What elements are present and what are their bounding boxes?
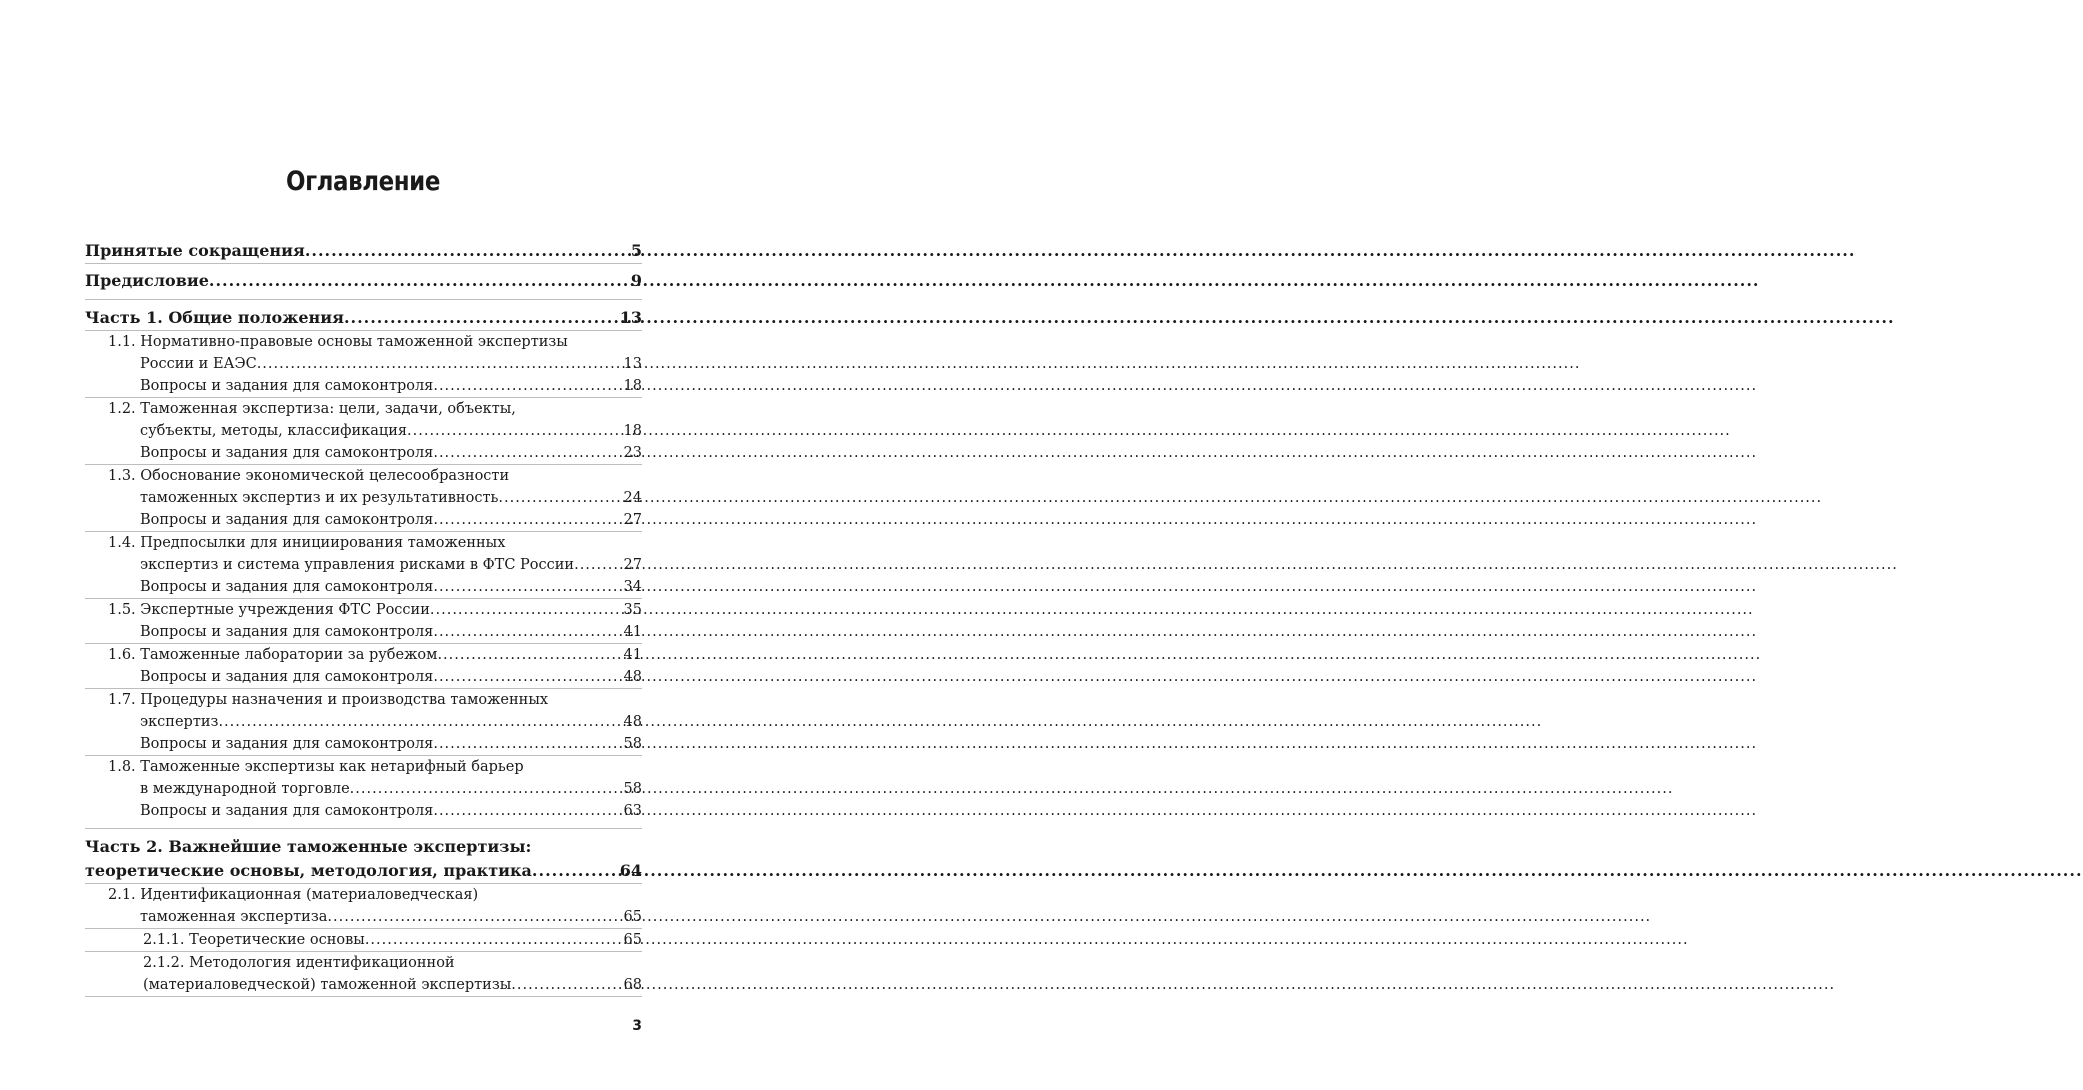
toc-leader-dots bbox=[433, 666, 623, 688]
toc-questions-1-5[interactable] bbox=[85, 621, 642, 643]
toc-entry-label: Вопросы и задания для самоконтроля bbox=[140, 579, 434, 595]
toc-section-1-8-cont[interactable] bbox=[85, 778, 642, 800]
toc-entry-label: 1.2. Таможенная экспертиза: цели, задачи, объекты, bbox=[108, 401, 516, 417]
toc-section-1-2[interactable] bbox=[85, 398, 642, 420]
toc-part-2-heading-cont[interactable] bbox=[85, 859, 642, 883]
toc-page-number: 9 bbox=[630, 271, 642, 290]
toc-entry-label: 2.1.1. Теоретические основы bbox=[143, 932, 365, 948]
toc-leader-dots bbox=[433, 375, 623, 397]
toc-section-1-7-cont[interactable] bbox=[85, 711, 642, 733]
toc-part-1-heading[interactable] bbox=[85, 306, 642, 330]
toc-questions-1-3[interactable] bbox=[85, 509, 642, 531]
toc-leader-dots bbox=[532, 859, 620, 883]
toc-leader-dots bbox=[433, 621, 623, 643]
toc-section-1-1[interactable] bbox=[85, 331, 642, 353]
toc-entry-label: Вопросы и задания для самоконтроля bbox=[140, 736, 434, 752]
toc-entry-label: Вопросы и задания для самоконтроля bbox=[140, 669, 434, 685]
toc-entry-label: Вопросы и задания для самоконтроля bbox=[140, 803, 434, 819]
toc-page-number: 68 bbox=[623, 977, 642, 993]
toc-page-number: 27 bbox=[623, 512, 642, 528]
toc-page-number: 35 bbox=[623, 602, 642, 618]
toc-entry-label: Вопросы и задания для самоконтроля bbox=[140, 378, 434, 394]
toc-entry-label: Вопросы и задания для самоконтроля bbox=[140, 512, 434, 528]
toc-entry-label: Вопросы и задания для самоконтроля bbox=[140, 624, 434, 640]
toc-divider bbox=[85, 299, 642, 300]
toc-page-number: 5 bbox=[630, 241, 642, 260]
toc-entry-label: экспертиз bbox=[140, 714, 219, 730]
toc-page-number: 58 bbox=[623, 736, 642, 752]
toc-entry-label: (материаловедческой) таможенной экспертизы bbox=[143, 977, 512, 993]
toc-leader-dots bbox=[407, 420, 624, 442]
toc-page-number: 41 bbox=[623, 624, 642, 640]
toc-section-1-5[interactable] bbox=[85, 599, 642, 621]
toc-entry-label: теоретические основы, методология, практика bbox=[85, 861, 532, 880]
toc-leader-dots bbox=[350, 778, 624, 800]
toc-subsection-2-1-2[interactable] bbox=[85, 952, 642, 974]
toc-leader-dots bbox=[433, 509, 623, 531]
toc-entry-label: 1.6. Таможенные лаборатории за рубежом bbox=[108, 647, 438, 663]
toc-page-number: 65 bbox=[623, 932, 642, 948]
toc-page-number: 13 bbox=[619, 308, 642, 327]
toc-entry-label: экспертиз и система управления рисками в ФТС России bbox=[140, 557, 575, 573]
toc-questions-1-8[interactable] bbox=[85, 800, 642, 822]
toc-page-number: 41 bbox=[623, 647, 642, 663]
toc-part-2-heading[interactable] bbox=[85, 835, 642, 859]
toc-leader-dots bbox=[498, 487, 623, 509]
toc-leader-dots bbox=[305, 239, 631, 263]
toc-divider bbox=[85, 996, 642, 997]
toc-entry-label: субъекты, методы, классификация bbox=[140, 423, 408, 439]
toc-questions-1-6[interactable] bbox=[85, 666, 642, 688]
toc-entry-label: 2.1. Идентификационная (материаловедческая) bbox=[108, 887, 479, 903]
toc-entry-label: России и ЕАЭС bbox=[140, 356, 257, 372]
toc-entry-label: таможенная экспертиза bbox=[140, 909, 328, 925]
toc-section-1-4[interactable] bbox=[85, 532, 642, 554]
toc-leader-dots bbox=[511, 974, 623, 996]
toc-leader-dots bbox=[433, 733, 623, 755]
toc-questions-1-7[interactable] bbox=[85, 733, 642, 755]
toc-entry-label: Часть 1. Общие положения bbox=[85, 308, 344, 327]
toc-section-1-7[interactable] bbox=[85, 689, 642, 711]
toc-entry-label: таможенных экспертиз и их результативность bbox=[140, 490, 499, 506]
table-of-contents bbox=[85, 239, 642, 997]
toc-leader-dots bbox=[433, 576, 623, 598]
toc-entry-label: 2.1.2. Методология идентификационной bbox=[143, 955, 455, 971]
toc-page-number: 34 bbox=[623, 579, 642, 595]
toc-entry-label: 1.7. Процедуры назначения и производства таможенных bbox=[108, 692, 549, 708]
toc-page-number: 48 bbox=[623, 714, 642, 730]
toc-page-number: 13 bbox=[623, 356, 642, 372]
toc-leader-dots bbox=[344, 306, 620, 330]
toc-section-1-8[interactable] bbox=[85, 756, 642, 778]
toc-section-2-1-cont[interactable] bbox=[85, 906, 642, 928]
toc-leader-dots bbox=[433, 800, 623, 822]
toc-page-number: 65 bbox=[623, 909, 642, 925]
toc-entry-label: 1.3. Обоснование экономической целесообразности bbox=[108, 468, 510, 484]
toc-entry-abbreviations[interactable] bbox=[85, 239, 642, 263]
toc-entry-label: 1.5. Экспертные учреждения ФТС России bbox=[108, 602, 430, 618]
toc-page-number: 18 bbox=[623, 423, 642, 439]
toc-entry-label: 1.1. Нормативно-правовые основы таможенной экспертизы bbox=[108, 334, 568, 350]
toc-page-number: 64 bbox=[619, 861, 642, 880]
toc-entry-label: Вопросы и задания для самоконтроля bbox=[140, 445, 434, 461]
toc-divider bbox=[85, 263, 642, 264]
page-title: Оглавление bbox=[286, 166, 440, 197]
toc-entry-label: 1.4. Предпосылки для инициирования таможенных bbox=[108, 535, 506, 551]
toc-subsection-2-1-1[interactable] bbox=[85, 929, 642, 951]
toc-divider bbox=[85, 828, 642, 829]
toc-section-1-2-cont[interactable] bbox=[85, 420, 642, 442]
toc-entry-label: в международной торговле bbox=[140, 781, 350, 797]
toc-leader-dots bbox=[433, 442, 623, 464]
toc-leader-dots bbox=[327, 906, 623, 928]
toc-page-number: 18 bbox=[623, 378, 642, 394]
toc-section-1-1-cont[interactable] bbox=[85, 353, 642, 375]
toc-leader-dots bbox=[218, 711, 623, 733]
toc-leader-dots bbox=[430, 599, 624, 621]
toc-entry-label: 1.8. Таможенные экспертизы как нетарифный барьер bbox=[108, 759, 524, 775]
toc-entry-label: Часть 2. Важнейшие таможенные экспертизы: bbox=[85, 837, 532, 856]
toc-page-number: 58 bbox=[623, 781, 642, 797]
toc-questions-1-1[interactable] bbox=[85, 375, 642, 397]
toc-section-2-1[interactable] bbox=[85, 884, 642, 906]
toc-page-number: 24 bbox=[623, 490, 642, 506]
toc-entry-label: Принятые сокращения bbox=[85, 241, 305, 260]
toc-entry-preface[interactable] bbox=[85, 269, 642, 293]
toc-subsection-2-1-2-cont[interactable] bbox=[85, 974, 642, 996]
page-number: 3 bbox=[632, 1018, 642, 1034]
toc-leader-dots bbox=[257, 353, 624, 375]
toc-page-number: 27 bbox=[623, 557, 642, 573]
toc-section-1-4-cont[interactable] bbox=[85, 554, 642, 576]
toc-entry-label: Предисловие bbox=[85, 271, 209, 290]
toc-leader-dots bbox=[365, 929, 624, 951]
toc-section-1-3-cont[interactable] bbox=[85, 487, 642, 509]
toc-section-1-6[interactable] bbox=[85, 644, 642, 666]
toc-page-number: 48 bbox=[623, 669, 642, 685]
toc-leader-dots bbox=[209, 269, 631, 293]
toc-leader-dots bbox=[437, 644, 623, 666]
toc-page-number: 23 bbox=[623, 445, 642, 461]
toc-section-1-3[interactable] bbox=[85, 465, 642, 487]
toc-leader-dots bbox=[574, 554, 623, 576]
toc-questions-1-4[interactable] bbox=[85, 576, 642, 598]
toc-page-number: 63 bbox=[623, 803, 642, 819]
toc-questions-1-2[interactable] bbox=[85, 442, 642, 464]
